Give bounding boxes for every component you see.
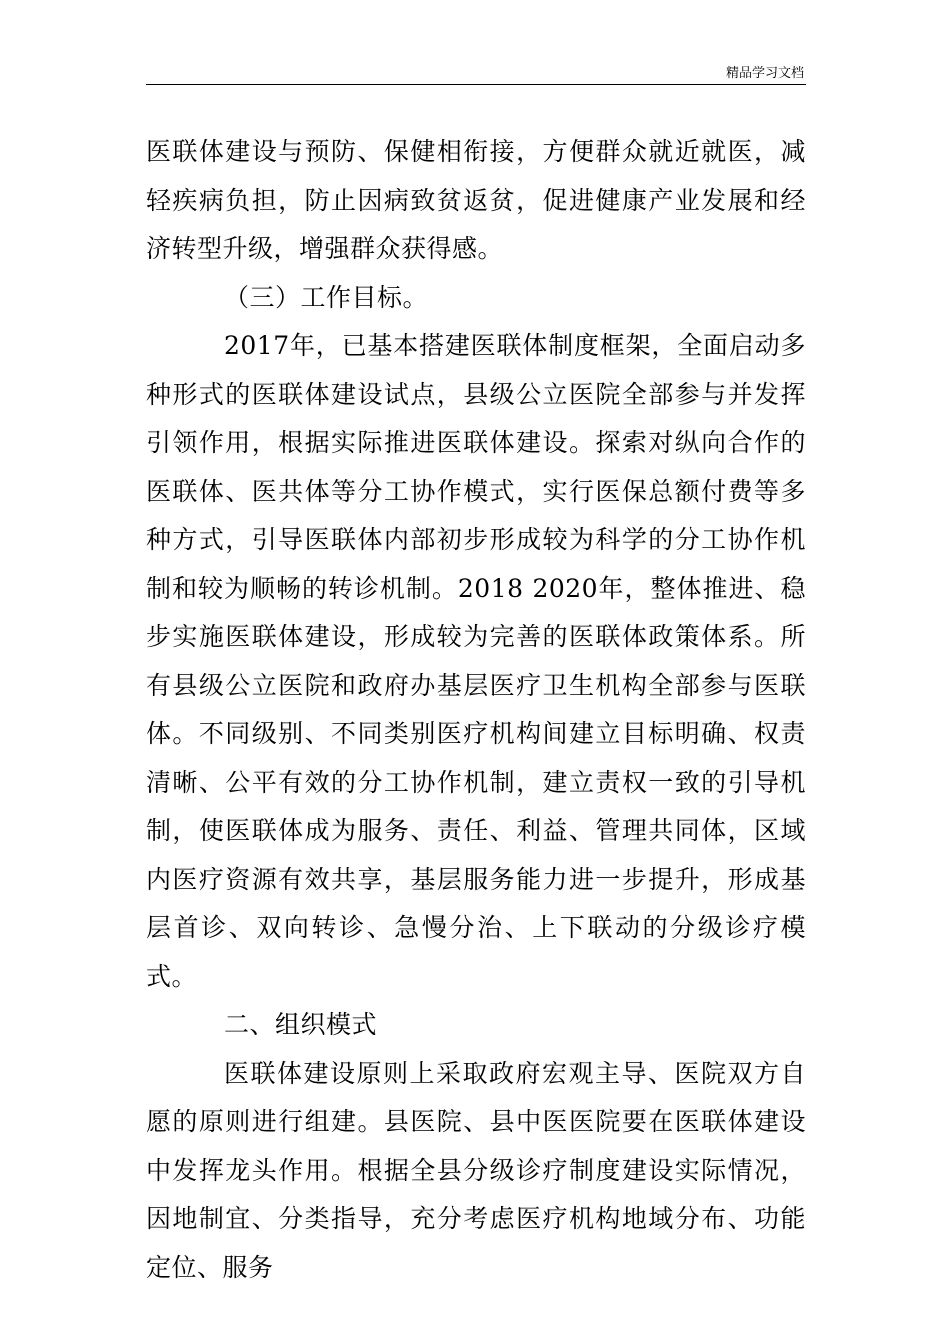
paragraph-organization-mode: 医联体建设原则上采取政府宏观主导、医院双方自愿的原则进行组建。县医院、县中医医院要在医联体建设中发挥龙头作用。根据全县分级诊疗制度建设实际情况，因地制宜、分类指导，充分考虑医疗机构地域分布、功能定位、服务 [146, 1058, 806, 1282]
document-body [146, 128, 806, 1292]
paragraph-work-goals: 2017年，已基本搭建医联体制度框架，全面启动多种形式的医联体建设试点，县级公立医院全部参与并发挥引领作用，根据实际推进医联体建设。探索对纵向合作的医联体、医共体等分工协作模式，实行医保总额付费等多种方式，引导医联体内部初步形成较为科学的分工协作机制和较为顺畅的转诊机制。2018 2020年，整体推进、稳步实施医联体建设，形成较为完善的医联体政策体系。所有县级公立医院和政府办基层医疗卫生机构全部参与医联体。不同级别、不同类别医疗机构间建立目标明确、权责清晰、公平有效的分工协作机制，建立责权一致的引导机制，使医联体成为服务、责任、利益、管理共同体，区域内医疗资源有效共享，基层服务能力进一步提升，形成基层首诊、双向转诊、急慢分治、上下联动的分级诊疗模式。 [146, 331, 806, 991]
paragraph-continuation: 医联体建设与预防、保健相衔接，方便群众就近就医，减轻疾病负担，防止因病致贫返贫，促进健康产业发展和经济转型升级，增强群众获得感。 [146, 137, 806, 263]
section-heading-work-goals: （三）工作目标。 [224, 282, 429, 312]
header-divider [146, 84, 806, 85]
section-heading-organization-mode: 二、组织模式 [224, 1010, 378, 1039]
header-label: 精品学习文档 [725, 66, 804, 81]
